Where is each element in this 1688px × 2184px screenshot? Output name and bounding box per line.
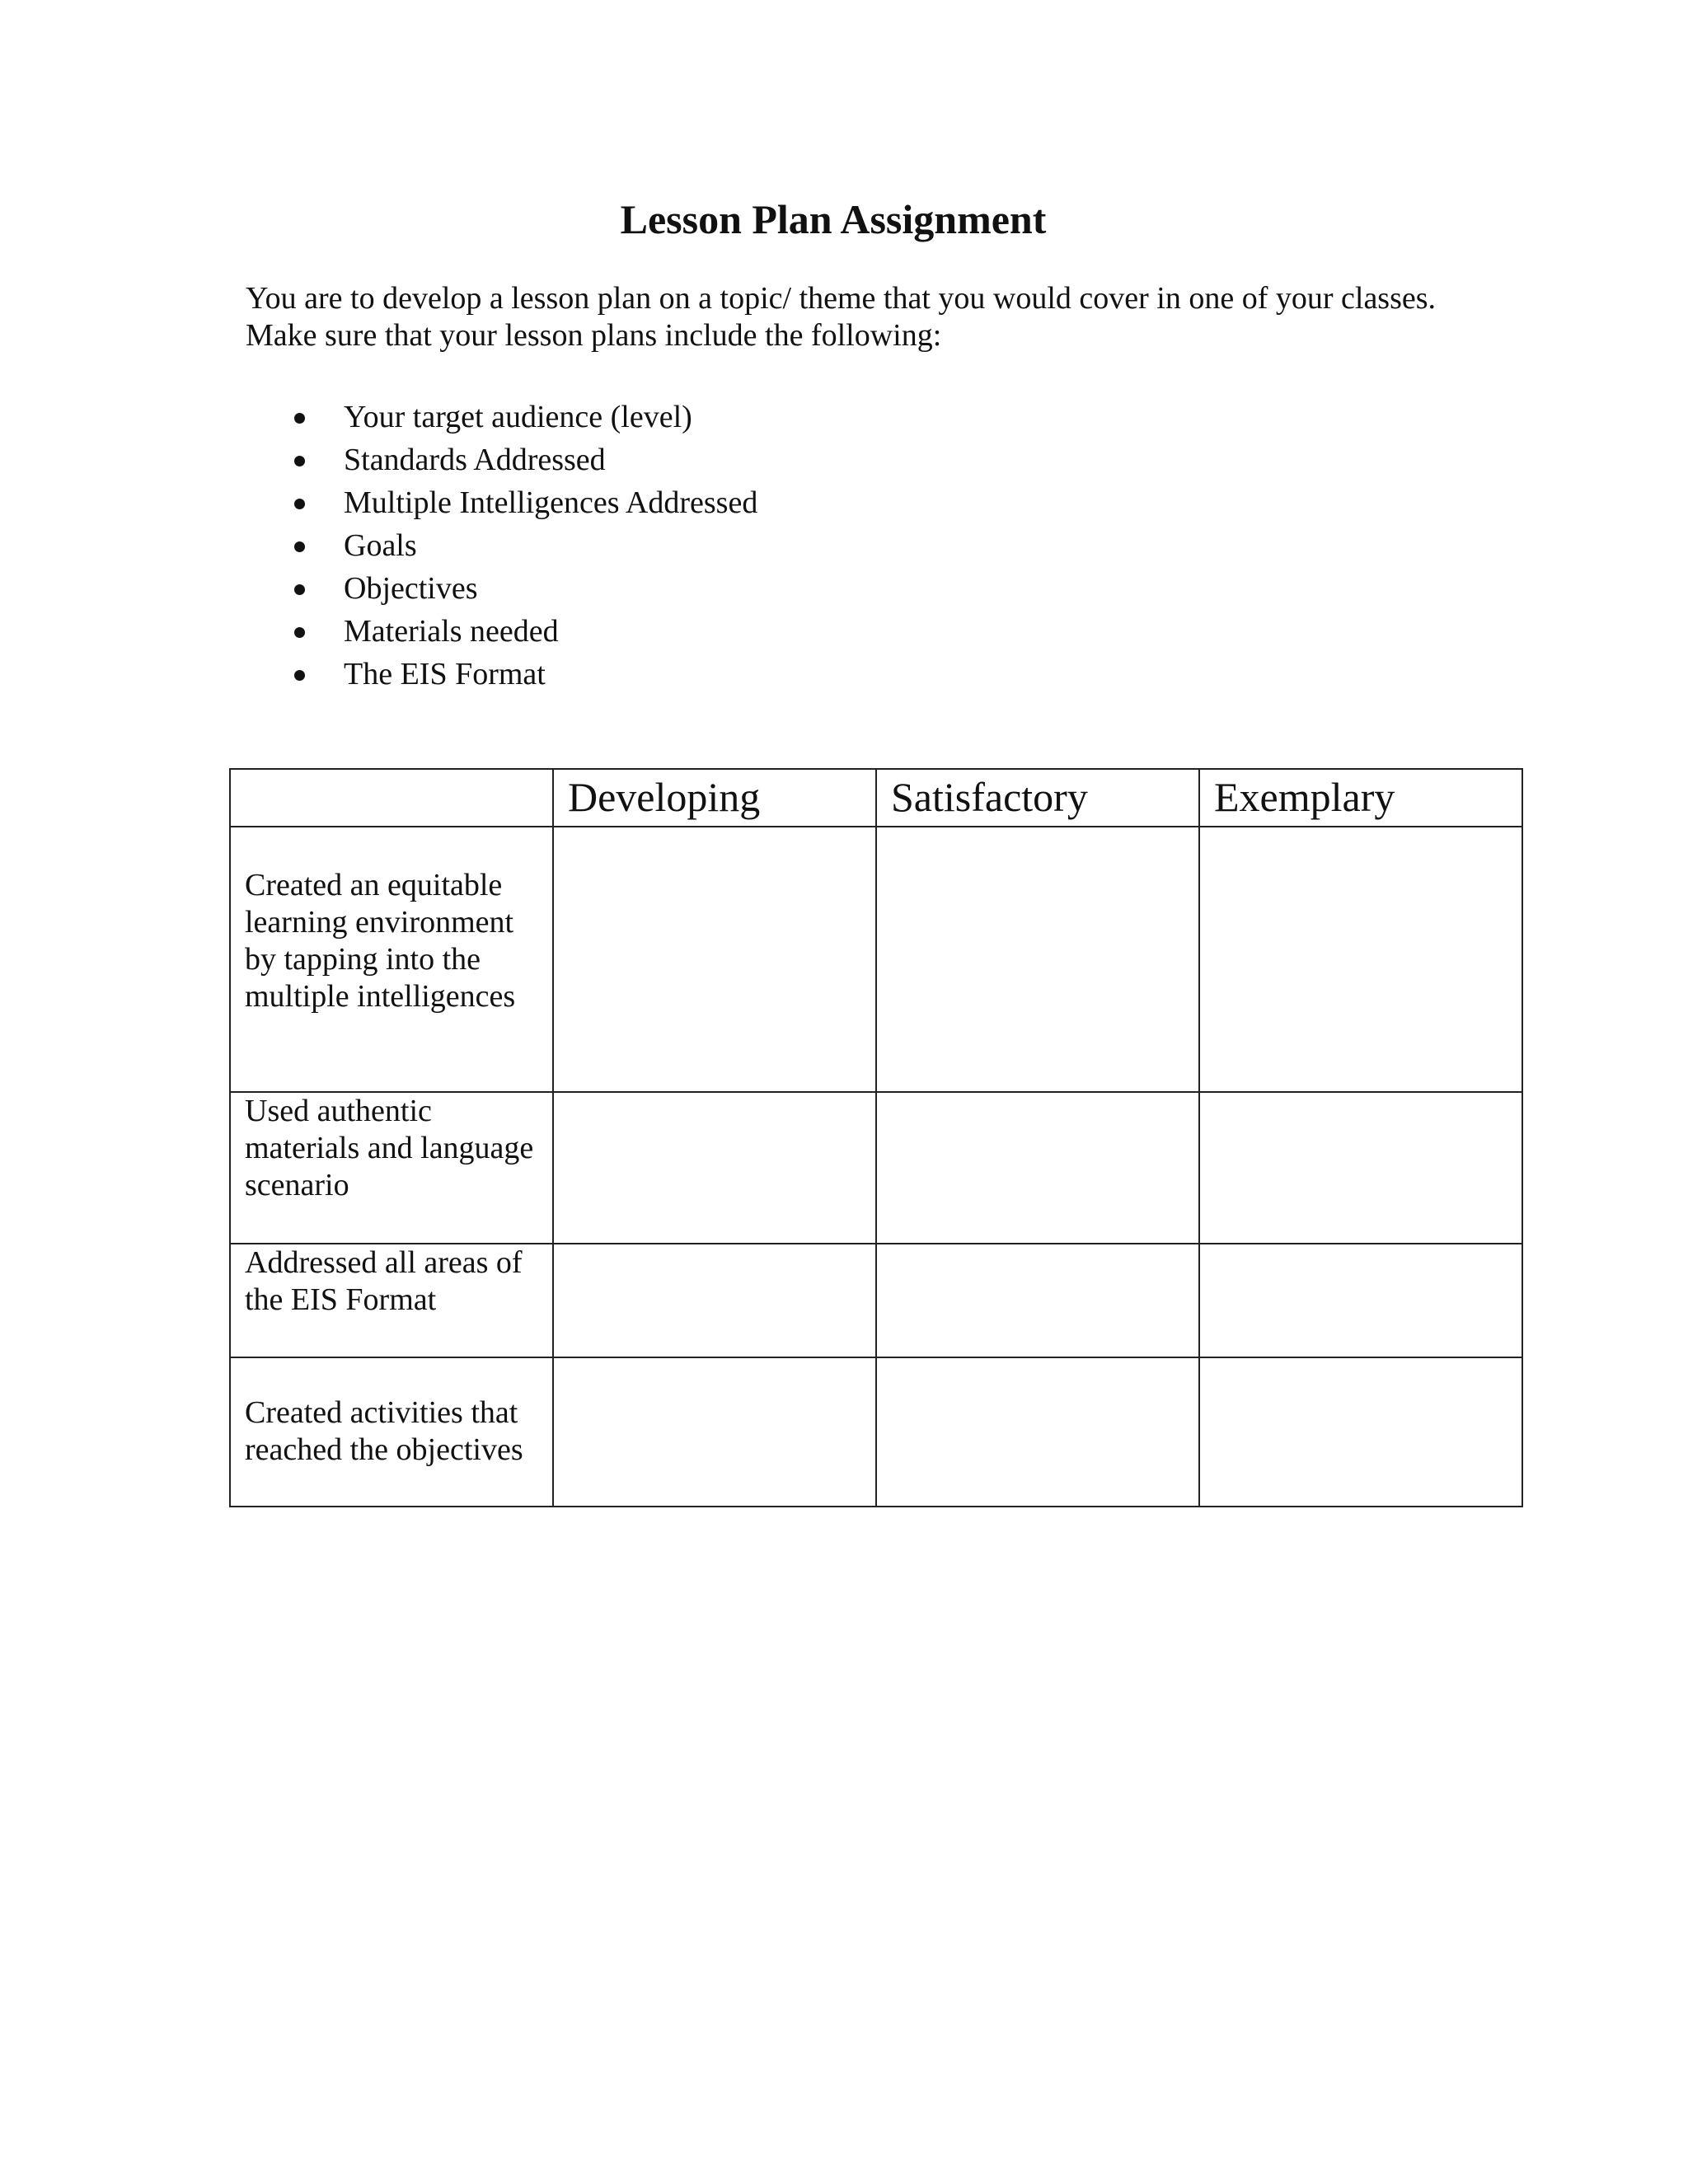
bullet-icon: [294, 670, 305, 681]
bullet-icon: [294, 499, 305, 509]
score-cell-exemplary: [1199, 1244, 1522, 1357]
intro-paragraph: You are to develop a lesson plan on a topic/ theme that you would cover in one of your classes. Make sure that your lesson plans include the following:: [246, 281, 1437, 353]
score-cell-satisfactory: [876, 1092, 1199, 1244]
table-row: [230, 1092, 1522, 1244]
list-item: [246, 653, 757, 696]
list-item-text: Goals: [344, 528, 417, 563]
score-cell-developing: [553, 827, 876, 1092]
list-item: [246, 610, 757, 653]
list-item-text: Standards Addressed: [344, 443, 606, 477]
list-item-text: Your target audience (level): [344, 400, 692, 434]
list-item: [246, 567, 757, 610]
score-cell-exemplary: [1199, 1092, 1522, 1244]
list-item: [246, 438, 757, 481]
page-title: Lesson Plan Assignment: [620, 196, 1047, 242]
bullet-icon: [294, 541, 305, 552]
table-row: [230, 1357, 1522, 1507]
requirements-list: [246, 396, 757, 696]
score-cell-developing: [553, 1357, 876, 1507]
criterion-cell: Created an equitable learning environment by tapping into the multiple intelligences: [230, 827, 553, 1092]
list-item-text: Multiple Intelligences Addressed: [344, 485, 758, 520]
table-row: [230, 827, 1522, 1092]
score-cell-developing: [553, 1244, 876, 1357]
header-cell-satisfactory: Satisfactory: [876, 769, 1199, 827]
header-cell-exemplary: Exemplary: [1199, 769, 1522, 827]
header-cell-developing: Developing: [553, 769, 876, 827]
score-cell-satisfactory: [876, 827, 1199, 1092]
bullet-icon: [294, 413, 305, 424]
list-item: [246, 481, 757, 524]
criterion-cell: Addressed all areas of the EIS Format: [230, 1244, 553, 1357]
score-cell-developing: [553, 1092, 876, 1244]
list-item-text: The EIS Format: [344, 657, 546, 691]
score-cell-exemplary: [1199, 827, 1522, 1092]
score-cell-satisfactory: [876, 1244, 1199, 1357]
rubric-table: [229, 768, 1523, 1507]
list-item: [246, 396, 757, 438]
bullet-icon: [294, 584, 305, 595]
list-item: [246, 524, 757, 567]
list-item-text: Objectives: [344, 571, 478, 606]
bullet-icon: [294, 456, 305, 466]
bullet-icon: [294, 627, 305, 638]
table-header-row: [230, 769, 1522, 827]
score-cell-satisfactory: [876, 1357, 1199, 1507]
header-cell-blank: [230, 769, 553, 827]
criterion-cell: Created activities that reached the objectives: [230, 1357, 553, 1507]
criterion-cell: Used authentic materials and language scenario: [230, 1092, 553, 1244]
list-item-text: Materials needed: [344, 614, 559, 649]
score-cell-exemplary: [1199, 1357, 1522, 1507]
table-row: [230, 1244, 1522, 1357]
